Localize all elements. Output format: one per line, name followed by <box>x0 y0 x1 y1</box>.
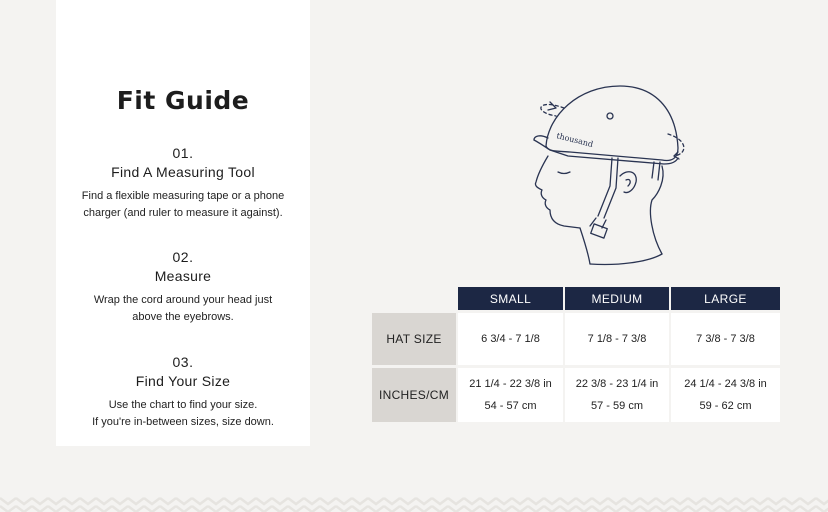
helmet-brand: thousand <box>555 131 595 150</box>
step-description-line: Use the chart to find your size. <box>108 399 258 411</box>
step-description <box>56 292 310 326</box>
cell-value: 21 1/4 - 22 3/8 in <box>469 378 552 390</box>
fit-guide-panel <box>56 0 310 446</box>
step-1 <box>56 145 310 222</box>
table-cell <box>458 313 563 365</box>
step-description-line: above the eyebrows. <box>132 311 234 323</box>
row-label-inches-cm: INCHES/CM <box>372 368 456 422</box>
cell-value: 54 - 57 cm <box>484 400 537 412</box>
column-header-large: LARGE <box>671 287 780 310</box>
cell-value: 7 3/8 - 7 3/8 <box>696 333 755 345</box>
decorative-border <box>0 494 828 512</box>
step-description-line: If you're in-between sizes, size down. <box>92 416 274 428</box>
step-2 <box>56 249 310 326</box>
cell-value: 57 - 59 cm <box>591 400 643 412</box>
helmet-on-head-icon <box>528 76 692 266</box>
step-3 <box>56 354 310 431</box>
step-title: Find Your Size <box>135 373 231 389</box>
row-label-hat-size: HAT SIZE <box>372 313 456 365</box>
column-header-medium: MEDIUM <box>565 287 669 310</box>
cell-value: 59 - 62 cm <box>699 400 752 412</box>
step-description <box>56 397 310 431</box>
table-cell <box>565 313 669 365</box>
step-number: 01. <box>172 145 194 161</box>
cell-value: 7 1/8 - 7 3/8 <box>587 333 647 345</box>
cell-value: 6 3/4 - 7 1/8 <box>481 333 540 345</box>
step-number: 03. <box>172 354 194 370</box>
step-description-line: Wrap the cord around your head just <box>93 294 273 306</box>
step-description-line: charger (and ruler to measure it against). <box>83 207 283 219</box>
cell-value: 22 3/8 - 23 1/4 in <box>575 378 659 390</box>
table-cell <box>671 368 780 422</box>
table-cell <box>565 368 669 422</box>
step-description <box>56 188 310 222</box>
page-title: Fit Guide <box>116 86 250 115</box>
cell-value: 24 1/4 - 24 3/8 in <box>684 378 767 390</box>
table-cell <box>458 368 563 422</box>
step-title: Find A Measuring Tool <box>111 164 255 180</box>
table-cell <box>671 313 780 365</box>
step-description-line: Find a flexible measuring tape or a phone <box>81 190 285 202</box>
step-number: 02. <box>172 249 194 265</box>
step-title: Measure <box>154 268 212 284</box>
column-header-small: SMALL <box>458 287 563 310</box>
